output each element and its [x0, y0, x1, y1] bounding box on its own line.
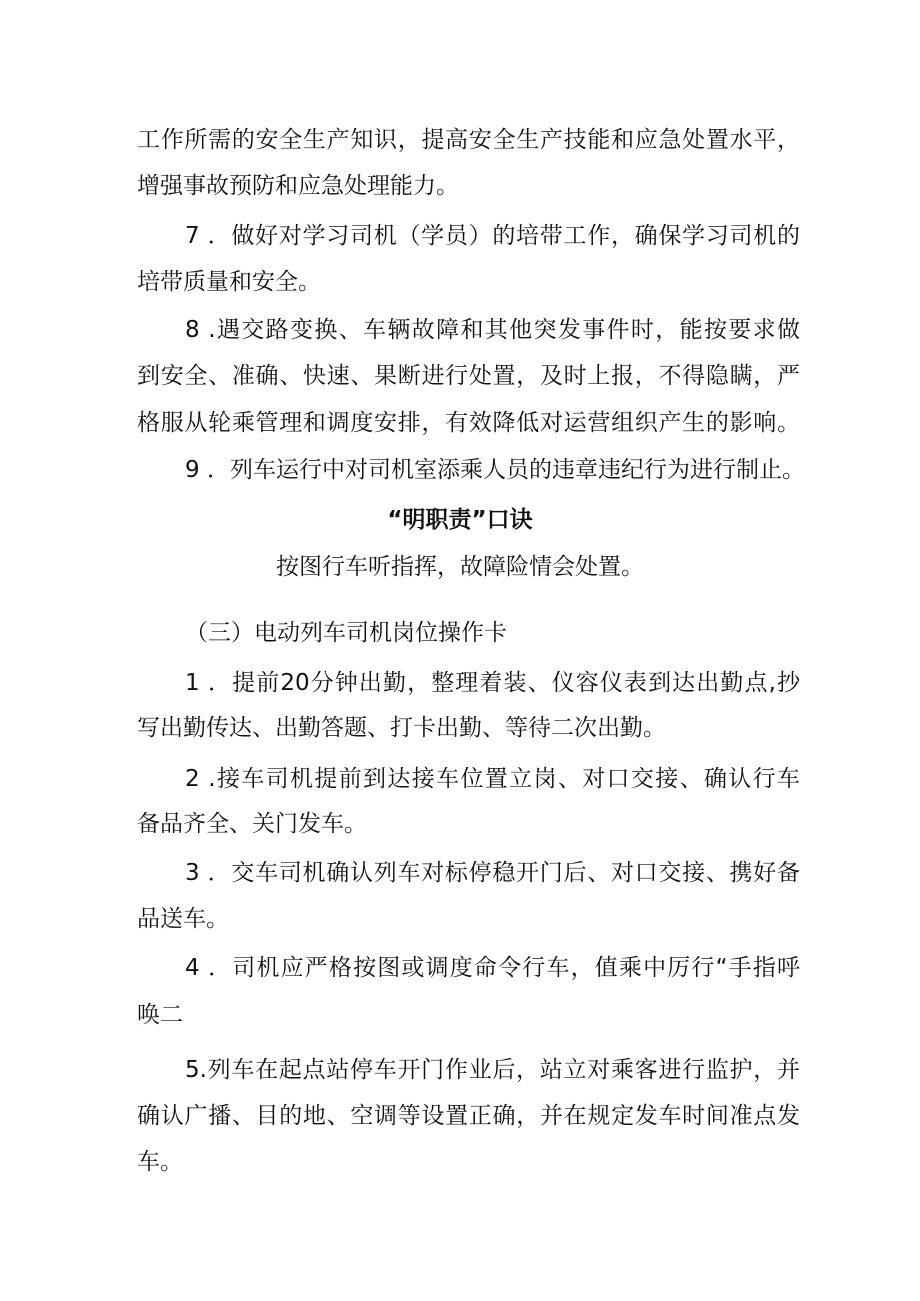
- paragraph-line: 8 .遇交路变换、车辆故障和其他突发事件时，能按要求做: [185, 317, 800, 343]
- item-line: 1 ．提前20分钟出勤，整理着装、仪容仪表到达出勤点,抄: [185, 670, 800, 696]
- item-line: 5.列车在起点站停车开门作业后，站立对乘客进行监护，并: [185, 1057, 800, 1083]
- paragraph-line: 格服从轮乘管理和调度安排，有效降低对运营组织产生的影响。: [137, 410, 800, 436]
- item-line: 2 .接车司机提前到达接车位置立岗、对口交接、确认行车: [185, 766, 800, 792]
- item-line: 备品齐全、关门发车。: [137, 811, 367, 837]
- paragraph-line: 工作所需的安全生产知识，提高安全生产技能和应急处置水平，: [137, 127, 800, 153]
- paragraph-line: 9 ．列车运行中对司机室添乘人员的违章违纪行为进行制止。: [185, 457, 805, 483]
- paragraph-line: 培带质量和安全。: [137, 269, 321, 295]
- item-line: 唤二: [137, 1002, 183, 1028]
- section-heading: （三）电动列车司机岗位操作卡: [185, 620, 507, 646]
- item-line: 车。: [137, 1149, 183, 1175]
- item-line: 3 ．交车司机确认列车对标停稳开门后、对口交接、携好备: [185, 860, 800, 886]
- motto-title: “明职责”口诀: [387, 507, 533, 533]
- paragraph-line: 7 ．做好对学习司机（学员）的培带工作，确保学习司机的: [185, 223, 800, 249]
- motto-text: 按图行车听指挥，故障险情会处置。: [276, 554, 644, 580]
- item-line: 4 ．司机应严格按图或调度命令行车，值乘中厉行“手指呼: [185, 955, 800, 981]
- paragraph-line: 增强事故预防和应急处理能力。: [137, 173, 459, 199]
- item-line: 写出勤传达、出勤答题、打卡出勤、等待二次出勤。: [137, 715, 666, 741]
- paragraph-line: 到安全、准确、快速、果断进行处置，及时上报，不得隐瞒，严: [137, 363, 800, 389]
- item-line: 确认广播、目的地、空调等设置正确，并在规定发车时间准点发: [137, 1103, 800, 1129]
- item-line: 品送车。: [137, 906, 229, 932]
